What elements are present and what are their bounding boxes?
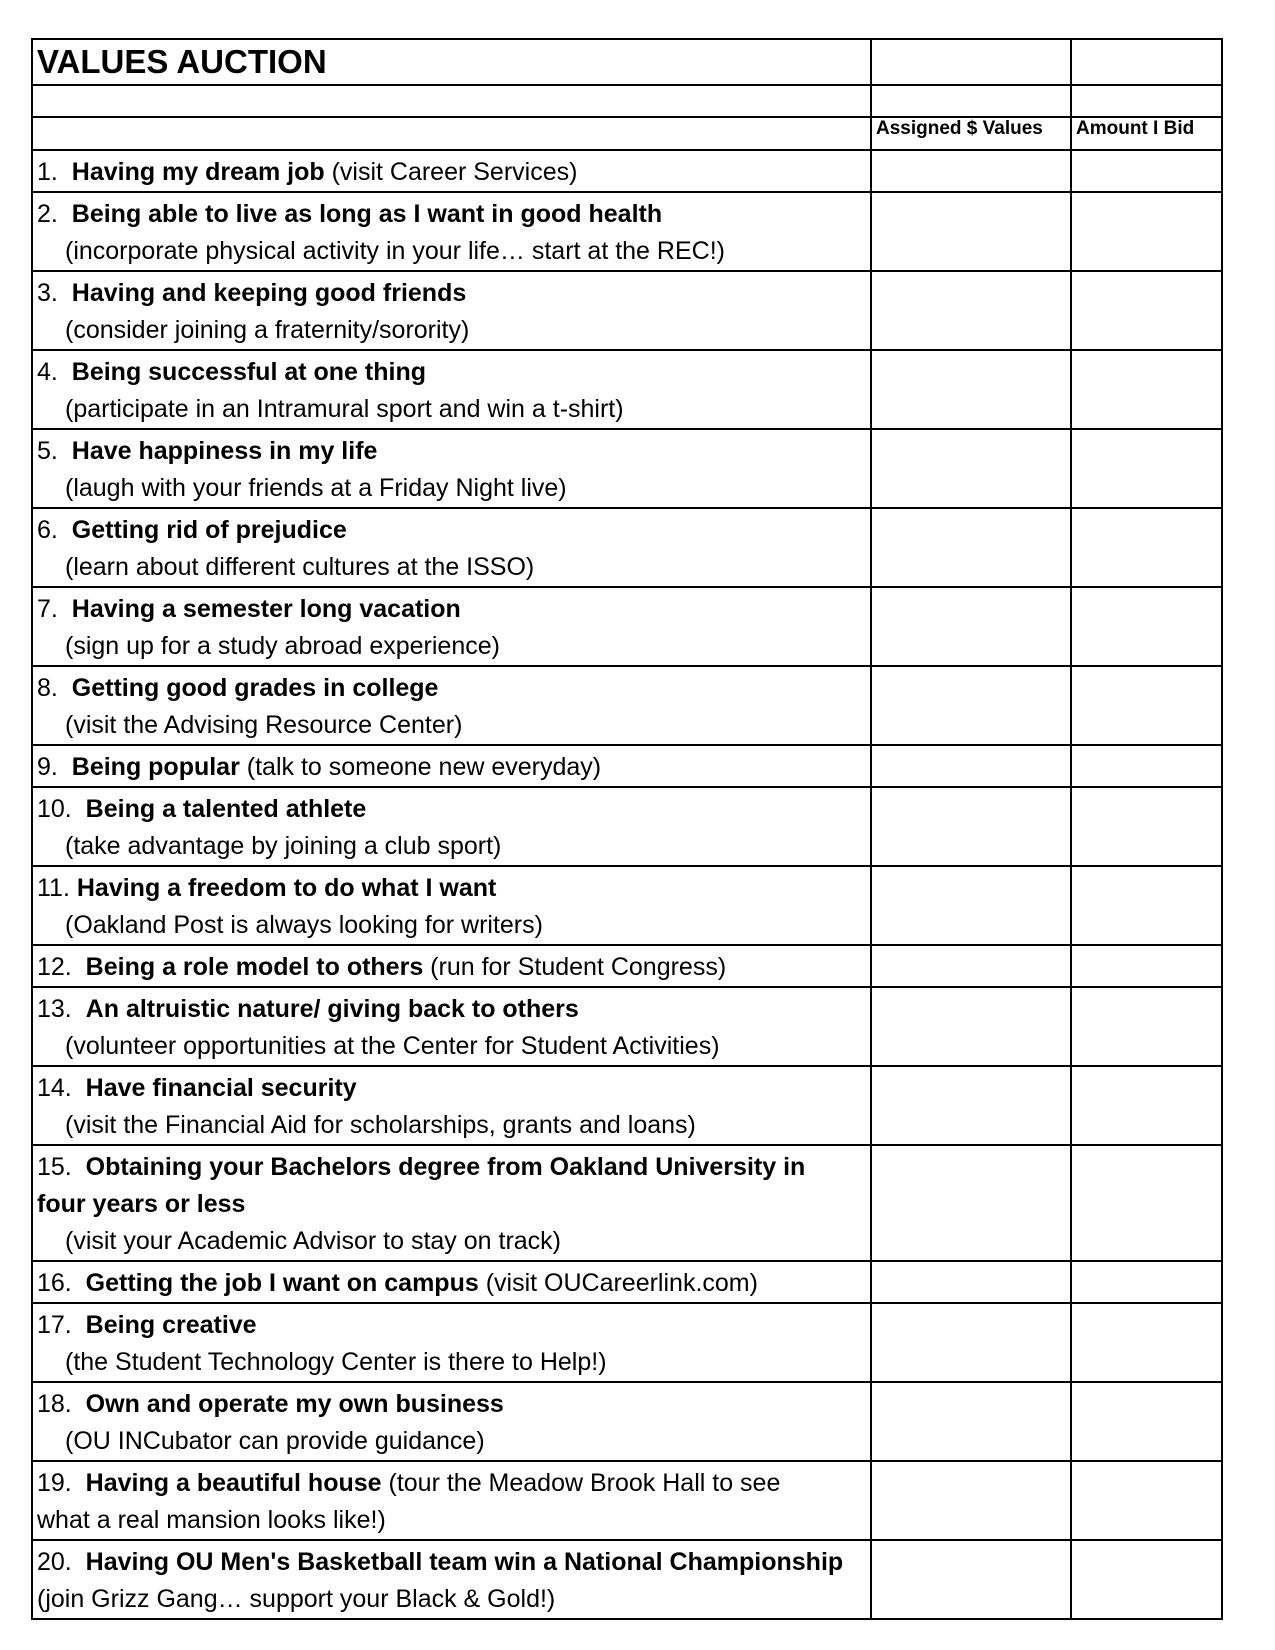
assigned-value-cell[interactable]	[871, 1261, 1071, 1303]
item-hint: (tour the Meadow Brook Hall to see	[381, 1469, 781, 1497]
item-number: 16.	[37, 1269, 72, 1297]
amount-bid-cell[interactable]	[1071, 787, 1222, 866]
item-hint: (learn about different cultures at the ISSO)	[65, 553, 535, 581]
item-value: Have financial security	[85, 1074, 357, 1102]
table-row	[32, 866, 1222, 945]
item-number: 19.	[37, 1469, 72, 1497]
assigned-value-cell[interactable]	[871, 587, 1071, 666]
amount-bid-cell[interactable]	[1071, 1461, 1222, 1540]
item-hint: (talk to someone new everyday)	[239, 753, 602, 781]
blank-row	[32, 85, 1222, 117]
item-hint: (the Student Technology Center is there to Help!)	[65, 1348, 607, 1376]
amount-bid-header: Amount I Bid	[1071, 117, 1222, 150]
value-item	[32, 508, 871, 587]
table-row	[32, 508, 1222, 587]
table-row	[32, 271, 1222, 350]
item-value: Being successful at one thing	[71, 358, 426, 386]
item-number: 6.	[37, 516, 58, 544]
assigned-value-cell[interactable]	[871, 987, 1071, 1066]
item-value: Having OU Men's Basketball team win a National Championship	[85, 1548, 844, 1576]
item-hint-cont: (join Grizz Gang… support your Black & Gold!)	[37, 1585, 556, 1613]
table-row	[32, 587, 1222, 666]
assigned-value-cell[interactable]	[871, 1540, 1071, 1619]
amount-bid-cell[interactable]	[1071, 866, 1222, 945]
item-hint: (take advantage by joining a club sport)	[65, 832, 502, 860]
amount-bid-cell[interactable]	[1071, 150, 1222, 192]
item-number: 1.	[37, 158, 58, 186]
item-hint: (visit the Advising Resource Center)	[65, 711, 463, 739]
value-item	[32, 945, 871, 987]
assigned-value-cell[interactable]	[871, 508, 1071, 587]
table-row	[32, 745, 1222, 787]
item-value: Being popular	[71, 753, 240, 781]
table-row	[32, 666, 1222, 745]
table-row	[32, 1303, 1222, 1382]
value-item	[32, 192, 871, 271]
assigned-value-cell[interactable]	[871, 1303, 1071, 1382]
table-row	[32, 350, 1222, 429]
item-hint: (visit the Financial Aid for scholarships, grants and loans)	[65, 1111, 696, 1139]
values-auction-table	[31, 38, 1223, 1620]
value-item	[32, 787, 871, 866]
item-number: 17.	[37, 1311, 72, 1339]
table-row	[32, 787, 1222, 866]
value-item	[32, 1261, 871, 1303]
item-hint: (laugh with your friends at a Friday Night live)	[65, 474, 567, 502]
item-hint: (participate in an Intramural sport and win a t-shirt)	[65, 395, 624, 423]
item-hint: (incorporate physical activity in your life… start at the REC!)	[65, 237, 725, 265]
empty-cell	[1071, 85, 1222, 117]
item-hint: (volunteer opportunities at the Center for Student Activities)	[65, 1032, 720, 1060]
assigned-value-cell[interactable]	[871, 787, 1071, 866]
item-number: 7.	[37, 595, 58, 623]
item-value: Being able to live as long as I want in good health	[71, 200, 663, 228]
item-hint: (visit OUCareerlink.com)	[478, 1269, 758, 1297]
empty-cell	[32, 117, 871, 150]
assigned-value-cell[interactable]	[871, 945, 1071, 987]
table-row	[32, 1261, 1222, 1303]
amount-bid-cell[interactable]	[1071, 987, 1222, 1066]
title-empty-cell	[871, 39, 1071, 85]
item-number: 3.	[37, 279, 58, 307]
value-item	[32, 1540, 871, 1619]
table-row	[32, 1145, 1222, 1261]
item-number: 5.	[37, 437, 58, 465]
title-row	[32, 39, 1222, 85]
item-number: 14.	[37, 1074, 72, 1102]
amount-bid-cell[interactable]	[1071, 745, 1222, 787]
assigned-value-cell[interactable]	[871, 866, 1071, 945]
value-item	[32, 1461, 871, 1540]
item-value: Having a semester long vacation	[71, 595, 461, 623]
value-item	[32, 1066, 871, 1145]
item-hint: (OU INCubator can provide guidance)	[65, 1427, 485, 1455]
table-row	[32, 1461, 1222, 1540]
item-value: Obtaining your Bachelors degree from Oakland University in	[85, 1153, 806, 1181]
amount-bid-cell[interactable]	[1071, 1145, 1222, 1261]
item-number: 10.	[37, 795, 72, 823]
table-row	[32, 150, 1222, 192]
assigned-value-cell[interactable]	[871, 745, 1071, 787]
amount-bid-cell[interactable]	[1071, 1261, 1222, 1303]
table-row	[32, 1540, 1222, 1619]
item-hint: (visit your Academic Advisor to stay on track)	[65, 1227, 562, 1255]
item-number: 20.	[37, 1548, 72, 1576]
item-value: Having my dream job	[71, 158, 325, 186]
item-value: Own and operate my own business	[85, 1390, 504, 1418]
value-item	[32, 745, 871, 787]
item-value: An altruistic nature/ giving back to others	[85, 995, 579, 1023]
item-number: 11.	[37, 874, 70, 902]
value-item	[32, 866, 871, 945]
assigned-value-cell[interactable]	[871, 429, 1071, 508]
item-number: 15.	[37, 1153, 72, 1181]
value-item	[32, 666, 871, 745]
item-number: 9.	[37, 753, 58, 781]
item-hint: (visit Career Services)	[324, 158, 578, 186]
item-value: Being a role model to others	[85, 953, 424, 981]
assigned-value-cell[interactable]	[871, 1066, 1071, 1145]
amount-bid-cell[interactable]	[1071, 666, 1222, 745]
amount-bid-cell[interactable]	[1071, 1540, 1222, 1619]
item-value: Getting rid of prejudice	[71, 516, 347, 544]
empty-cell	[32, 85, 871, 117]
table-row	[32, 429, 1222, 508]
item-value: Have happiness in my life	[71, 437, 378, 465]
table-row	[32, 945, 1222, 987]
item-hint-cont: what a real mansion looks like!)	[37, 1506, 386, 1534]
assigned-value-cell[interactable]	[871, 192, 1071, 271]
item-number: 4.	[37, 358, 58, 386]
item-value: Having a beautiful house	[85, 1469, 382, 1497]
item-value: Getting good grades in college	[71, 674, 439, 702]
item-number: 12.	[37, 953, 72, 981]
item-value: Having and keeping good friends	[71, 279, 467, 307]
value-item	[32, 1303, 871, 1382]
value-item	[32, 1145, 871, 1261]
amount-bid-cell[interactable]	[1071, 429, 1222, 508]
amount-bid-cell[interactable]	[1071, 587, 1222, 666]
amount-bid-cell[interactable]	[1071, 350, 1222, 429]
item-hint: (consider joining a fraternity/sorority)	[65, 316, 470, 344]
assigned-value-cell[interactable]	[871, 1145, 1071, 1261]
item-number: 18.	[37, 1390, 72, 1418]
table-row	[32, 987, 1222, 1066]
assigned-value-cell[interactable]	[871, 150, 1071, 192]
amount-bid-cell[interactable]	[1071, 945, 1222, 987]
assigned-value-cell[interactable]	[871, 666, 1071, 745]
amount-bid-cell[interactable]	[1071, 508, 1222, 587]
item-value: Having a freedom to do what I want	[76, 874, 497, 902]
value-item	[32, 587, 871, 666]
assigned-value-cell[interactable]	[871, 350, 1071, 429]
item-value-cont: four years or less	[37, 1190, 246, 1218]
item-value: Being creative	[85, 1311, 257, 1339]
amount-bid-cell[interactable]	[1071, 271, 1222, 350]
item-value: Getting the job I want on campus	[85, 1269, 479, 1297]
page-title: VALUES AUCTION	[32, 39, 871, 85]
value-item	[32, 350, 871, 429]
empty-cell	[871, 85, 1071, 117]
amount-bid-cell[interactable]	[1071, 1382, 1222, 1461]
value-item	[32, 987, 871, 1066]
header-row	[32, 117, 1222, 150]
title-empty-cell	[1071, 39, 1222, 85]
item-number: 2.	[37, 200, 58, 228]
assigned-value-cell[interactable]	[871, 1461, 1071, 1540]
value-item	[32, 271, 871, 350]
item-value: Being a talented athlete	[85, 795, 367, 823]
item-number: 8.	[37, 674, 58, 702]
item-hint: (Oakland Post is always looking for writers)	[65, 911, 543, 939]
value-item	[32, 429, 871, 508]
item-hint: (sign up for a study abroad experience)	[65, 632, 500, 660]
amount-bid-cell[interactable]	[1071, 192, 1222, 271]
value-item	[32, 150, 871, 192]
assigned-value-cell[interactable]	[871, 271, 1071, 350]
value-item	[32, 1382, 871, 1461]
amount-bid-cell[interactable]	[1071, 1303, 1222, 1382]
item-hint: (run for Student Congress)	[423, 953, 727, 981]
assigned-values-header: Assigned $ Values	[871, 117, 1071, 150]
table-row	[32, 1066, 1222, 1145]
table-row	[32, 192, 1222, 271]
table-row	[32, 1382, 1222, 1461]
amount-bid-cell[interactable]	[1071, 1066, 1222, 1145]
assigned-value-cell[interactable]	[871, 1382, 1071, 1461]
item-number: 13.	[37, 995, 72, 1023]
